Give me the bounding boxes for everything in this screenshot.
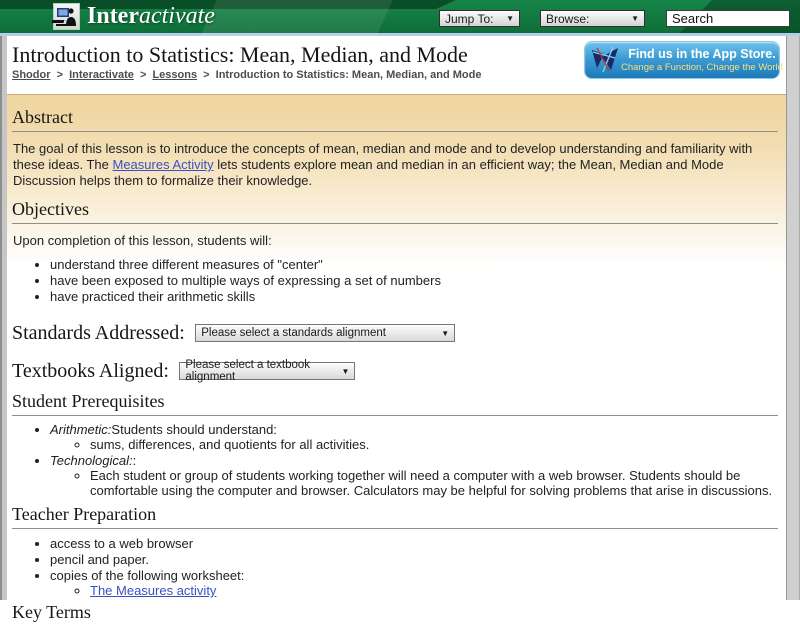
person-at-computer-icon bbox=[56, 6, 77, 27]
section-objectives bbox=[7, 199, 786, 304]
textbooks-row bbox=[12, 359, 778, 383]
site-logo-text bbox=[87, 3, 215, 30]
app-store-badge[interactable] bbox=[584, 41, 783, 79]
browse-label: Browse: bbox=[546, 11, 590, 26]
section-abstract bbox=[7, 107, 786, 189]
abstract-text-after: lets students explore mean and median in an efficient way; the Mean, Median and Mode Discussion helps them to formalize their knowledge. bbox=[13, 157, 724, 188]
worksheet-sublist bbox=[50, 583, 776, 598]
textbook-alignment-select[interactable] bbox=[179, 359, 355, 383]
dropdown-arrow-icon: ▼ bbox=[341, 366, 350, 376]
prereq-technological-sublist bbox=[50, 468, 776, 498]
standards-select-value: Please select a standards alignment bbox=[201, 327, 386, 339]
abstract-objectives-background bbox=[7, 94, 786, 313]
content-area bbox=[7, 36, 786, 622]
abstract-heading: Abstract bbox=[12, 107, 778, 132]
measures-worksheet-link[interactable]: The Measures activity bbox=[90, 583, 217, 598]
objectives-intro: Upon completion of this lesson, students will: bbox=[13, 233, 272, 248]
textbooks-heading: Textbooks Aligned: bbox=[12, 360, 169, 382]
jump-to-label: Jump To: bbox=[445, 11, 494, 26]
prerequisites-heading: Student Prerequisites bbox=[12, 391, 778, 416]
jump-to-select[interactable] bbox=[439, 10, 520, 27]
page-body bbox=[0, 36, 800, 622]
prereq-technological-label: Technological: bbox=[50, 453, 133, 468]
teacher-preparation-heading: Teacher Preparation bbox=[12, 504, 778, 529]
prereq-arithmetic-sublist bbox=[50, 437, 776, 452]
breadcrumb-separator: > bbox=[139, 69, 147, 81]
breadcrumb-separator: > bbox=[56, 69, 63, 81]
dropdown-arrow-icon: ▼ bbox=[441, 328, 450, 338]
scrollbar-track[interactable] bbox=[786, 36, 800, 600]
measures-activity-link[interactable]: Measures Activity bbox=[112, 157, 214, 172]
interactivate-home-link[interactable] bbox=[53, 3, 215, 30]
search-input[interactable] bbox=[666, 10, 790, 27]
site-banner bbox=[0, 0, 800, 33]
abstract-text bbox=[13, 141, 776, 189]
badge-line2: Change a Function, Change the World bbox=[621, 62, 783, 73]
browse-select[interactable] bbox=[540, 10, 645, 27]
teacher-preparation-list bbox=[7, 536, 786, 598]
page-header bbox=[7, 36, 786, 86]
section-key-terms bbox=[7, 602, 786, 626]
interactivate-logo-icon bbox=[53, 3, 80, 30]
list-item: • understand three different measures of "center" bbox=[50, 257, 776, 272]
abstract-text-before: The goal of this lesson is to introduce the concepts of mean, median and mode and to develop understanding and familiarity with these ideas. The bbox=[13, 141, 753, 172]
badge-line1: Find us in the App Store. bbox=[628, 47, 776, 61]
list-item: • have been exposed to multiple ways of expressing a set of numbers bbox=[50, 273, 776, 288]
standards-alignment-select[interactable] bbox=[195, 324, 455, 342]
list-item: ◦ sums, differences, and quotients for all activities. bbox=[90, 437, 776, 452]
objectives-heading: Objectives bbox=[12, 199, 778, 224]
logo-text-bold: Inter bbox=[87, 3, 139, 29]
breadcrumb-separator: > bbox=[203, 69, 210, 81]
objectives-list bbox=[7, 257, 786, 304]
prereq-arithmetic-label: Arithmetic: bbox=[50, 422, 112, 437]
badge-text bbox=[621, 47, 783, 73]
list-item: ◦ Each student or group of students working together will need a computer with a web browser. Students should be comfortable using the computer and browser. Calculators may be helpful for solving problems that arise in discussions. bbox=[90, 468, 776, 498]
textbooks-select-value: Please select a textbook alignment bbox=[185, 359, 311, 383]
standards-row bbox=[12, 321, 778, 345]
prerequisites-list bbox=[7, 422, 786, 498]
list-item bbox=[50, 453, 776, 498]
dropdown-arrow-icon: ▼ bbox=[506, 14, 514, 23]
list-item: • have practiced their arithmetic skills bbox=[50, 289, 776, 304]
prereq-technological-text: : bbox=[132, 453, 137, 468]
dropdown-arrow-icon: ▼ bbox=[631, 14, 639, 23]
breadcrumb-link-interactivate[interactable]: Interactivate bbox=[69, 69, 134, 81]
breadcrumb-link-lessons[interactable]: Lessons bbox=[152, 69, 198, 81]
list-item: • pencil and paper. bbox=[50, 552, 776, 567]
breadcrumb-current: Introduction to Statistics: Mean, Median, and Mode bbox=[215, 69, 482, 81]
list-item: • access to a web browser bbox=[50, 536, 776, 551]
standards-heading: Standards Addressed: bbox=[12, 322, 185, 344]
list-item bbox=[50, 568, 776, 598]
key-terms-heading: Key Terms bbox=[12, 602, 91, 622]
breadcrumb-link-shodor[interactable]: Shodor bbox=[12, 69, 51, 81]
section-student-prerequisites bbox=[7, 391, 786, 498]
page-title: Introduction to Statistics: Mean, Median, and Mode bbox=[12, 42, 468, 67]
prereq-arithmetic-text: Students should understand: bbox=[111, 422, 277, 437]
list-item bbox=[90, 583, 776, 598]
section-teacher-preparation bbox=[7, 504, 786, 598]
left-page-edge bbox=[0, 36, 7, 600]
list-item bbox=[50, 422, 776, 452]
logo-text-italic: activate bbox=[138, 3, 215, 29]
worksheet-item-text: copies of the following worksheet: bbox=[50, 568, 245, 583]
shodor-app-logo-icon bbox=[589, 44, 621, 76]
